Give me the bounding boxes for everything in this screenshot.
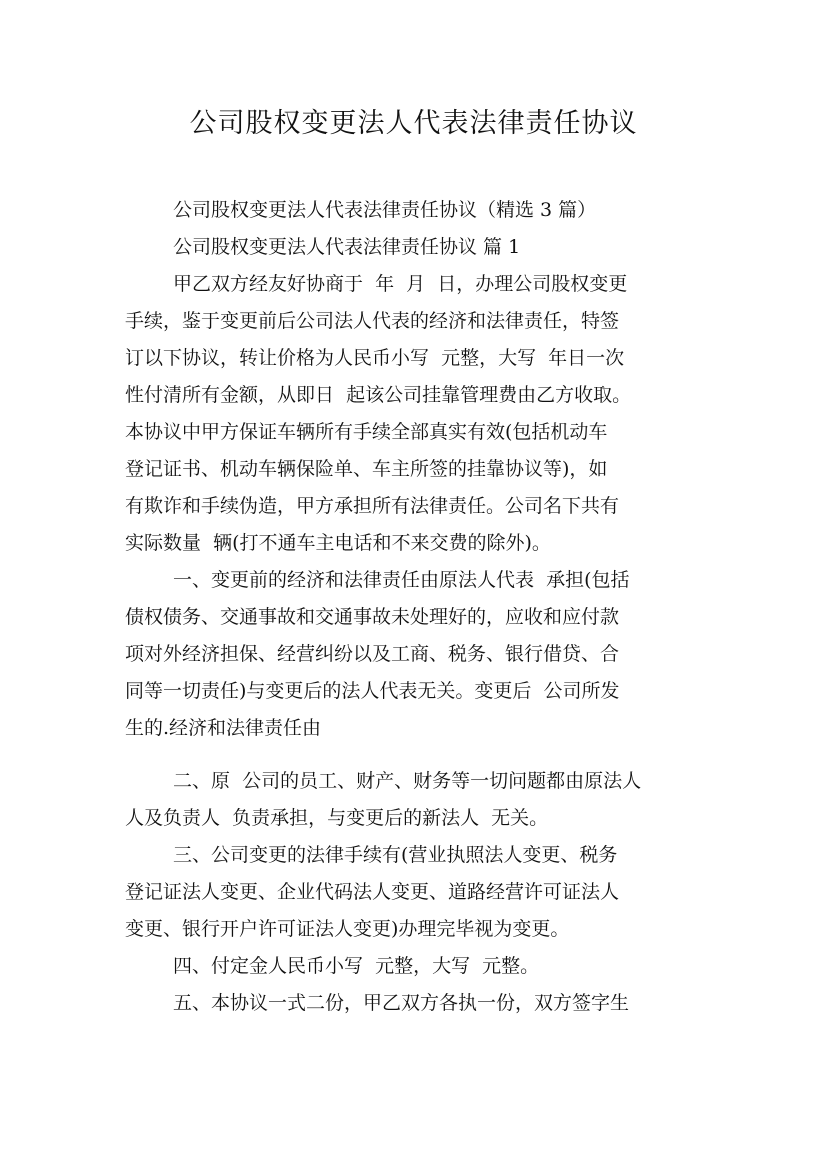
paragraph-line: 项对外经济担保、经营纠纷以及工商、税务、银行借贷、合 bbox=[125, 643, 620, 665]
clause-1 bbox=[125, 562, 705, 747]
paragraph-line: 变更、银行开户许可证法人变更)办理完毕视为变更。 bbox=[125, 918, 570, 940]
paragraph-line: 登记证法人变更、企业代码法人变更、道路经营许可证法人 bbox=[125, 881, 620, 903]
paragraph-line: 手续，鉴于变更前后公司法人代表的经济和法律责任，特签 bbox=[125, 310, 620, 332]
paragraph-line: 实际数量 辆(打不通车主电话和不来交费的除外)。 bbox=[125, 532, 551, 554]
clause-4 bbox=[125, 948, 705, 985]
paragraph-line: 一、变更前的经济和法律责任由原法人代表 承担(包括 bbox=[173, 569, 630, 591]
paragraph-line: 债权债务、交通事故和交通事故未处理好的，应收和应付款 bbox=[125, 606, 620, 628]
paragraph-line: 生的.经济和法律责任由 bbox=[125, 717, 322, 739]
paragraph-line: 二、原 公司的员工、财产、财务等一切问题都由原法人 bbox=[173, 770, 642, 792]
paragraph-line: 同等一切责任)与变更后的法人代表无关。变更后 公司所发 bbox=[125, 680, 620, 702]
paragraph-line: 有欺诈和手续伪造，甲方承担所有法律责任。公司名下共有 bbox=[125, 495, 620, 517]
paragraph-1 bbox=[125, 266, 705, 562]
paragraph-line: 登记证书、机动车辆保险单、车主所签的挂靠协议等)，如 bbox=[125, 458, 608, 480]
paragraph-line: 本协议中甲方保证车辆所有手续全部真实有效(包括机动车 bbox=[125, 421, 608, 443]
paragraph-line: 性付清所有金额，从即日 起该公司挂靠管理费由乙方收取。 bbox=[125, 384, 632, 406]
intro-line: 公司股权变更法人代表法律责任协议（精选 3 篇） bbox=[173, 199, 597, 221]
document-title: 公司股权变更法人代表法律责任协议 bbox=[189, 108, 638, 139]
document-body bbox=[125, 192, 705, 1022]
section-heading: 公司股权变更法人代表法律责任协议 篇 1 bbox=[173, 236, 521, 258]
paragraph-line: 四、付定金人民币小写 元整，大写 元整。 bbox=[173, 955, 540, 977]
paragraph-line: 三、公司变更的法律手续有(营业执照法人变更、税务 bbox=[173, 844, 618, 866]
paragraph-line: 甲乙双方经友好协商于 年 月 日，办理公司股权变更 bbox=[173, 273, 628, 295]
clause-5 bbox=[125, 985, 705, 1022]
paragraph-line: 订以下协议，转让价格为人民币小写 元整，大写 年日一次 bbox=[125, 347, 625, 369]
paragraph-line: 五、本协议一式二份，甲乙双方各执一份，双方签字生 bbox=[173, 992, 630, 1014]
paragraph-line: 人及负责人 负责承担，与变更后的新法人 无关。 bbox=[125, 807, 549, 829]
clause-2 bbox=[125, 763, 705, 837]
clause-3 bbox=[125, 837, 705, 948]
